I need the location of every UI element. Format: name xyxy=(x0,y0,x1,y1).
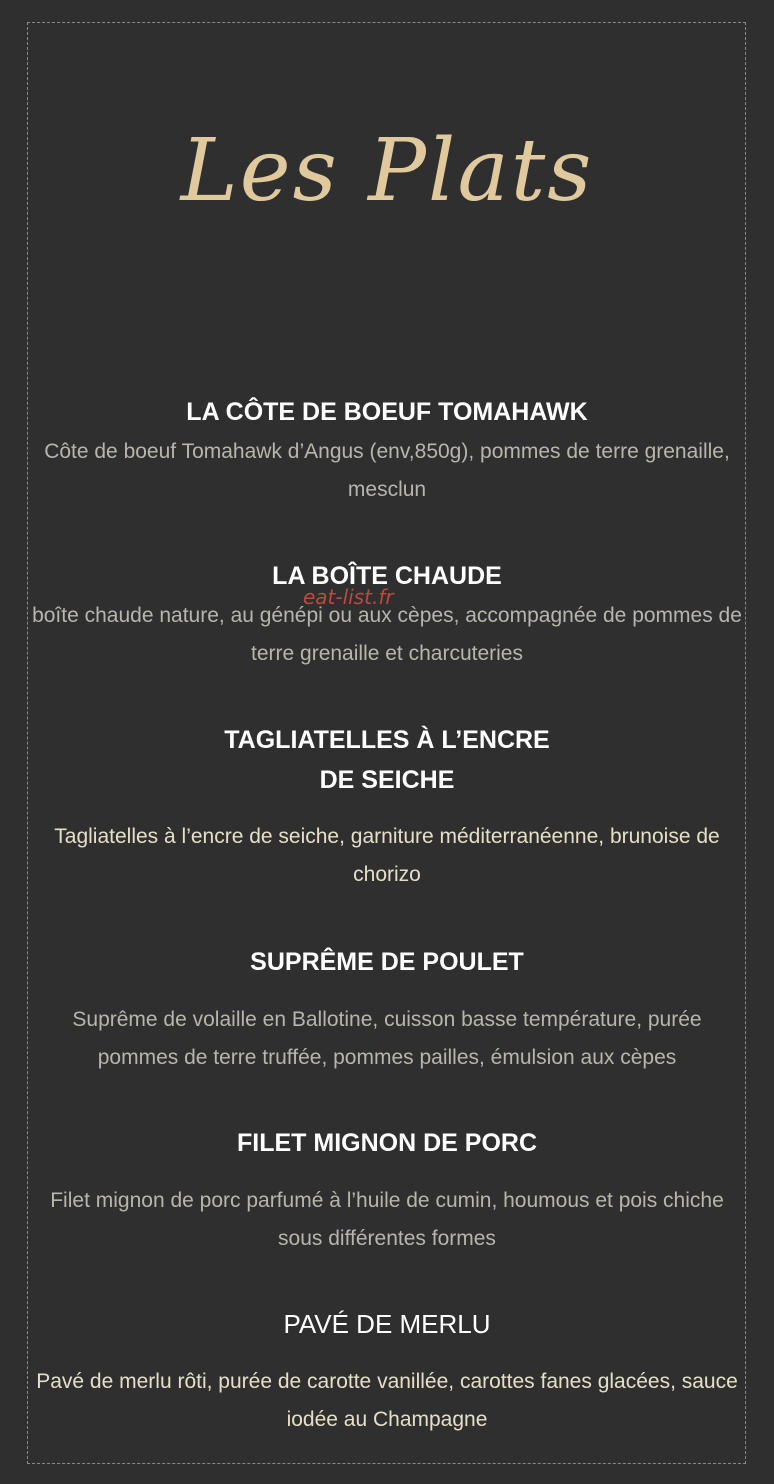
dish-description-supreme-de-poulet: Suprême de volaille en Ballotine, cuisson basse température, purée pommes de terre truffée, pommes pailles, émulsion aux cèpes xyxy=(72,1008,702,1069)
dish-name-boite-chaude: LA BOÎTE CHAUDE xyxy=(272,562,502,590)
dish-name-filet-mignon: FILET MIGNON DE PORC xyxy=(237,1129,537,1157)
dish-name-supreme-de-poulet: SUPRÊME DE POULET xyxy=(250,948,524,976)
watermark-text: eat-list.fr xyxy=(303,585,394,609)
dish-name-pave-de-merlu: PAVÉ DE MERLU xyxy=(283,1309,491,1339)
dish-name-cote-de-boeuf: LA CÔTE DE BOEUF TOMAHAWK xyxy=(186,398,588,426)
dish-description-filet-mignon: Filet mignon de porc parfumé à l’huile de cumin, houmous et pois chiche sous différentes formes xyxy=(50,1189,724,1250)
menu-title: Les Plats xyxy=(180,121,594,221)
dish-description-boite-chaude: boîte chaude nature, au génépi ou aux cèpes, accompagnée de pommes de terre grenaille et charcuteries xyxy=(32,604,742,665)
dish-description-tagliatelles: Tagliatelles à l’encre de seiche, garniture méditerranéenne, brunoise de chorizo xyxy=(54,825,720,886)
dish-name-tagliatelles: TAGLIATELLES À L’ENCRE DE SEICHE xyxy=(224,726,550,794)
dish-description-pave-de-merlu: Pavé de merlu rôti, purée de carotte vanillée, carottes fanes glacées, sauce iodée au Champagne xyxy=(36,1370,738,1431)
dish-description-cote-de-boeuf: Côte de boeuf Tomahawk d’Angus (env,850g), pommes de terre grenaille, mesclun xyxy=(44,440,730,501)
